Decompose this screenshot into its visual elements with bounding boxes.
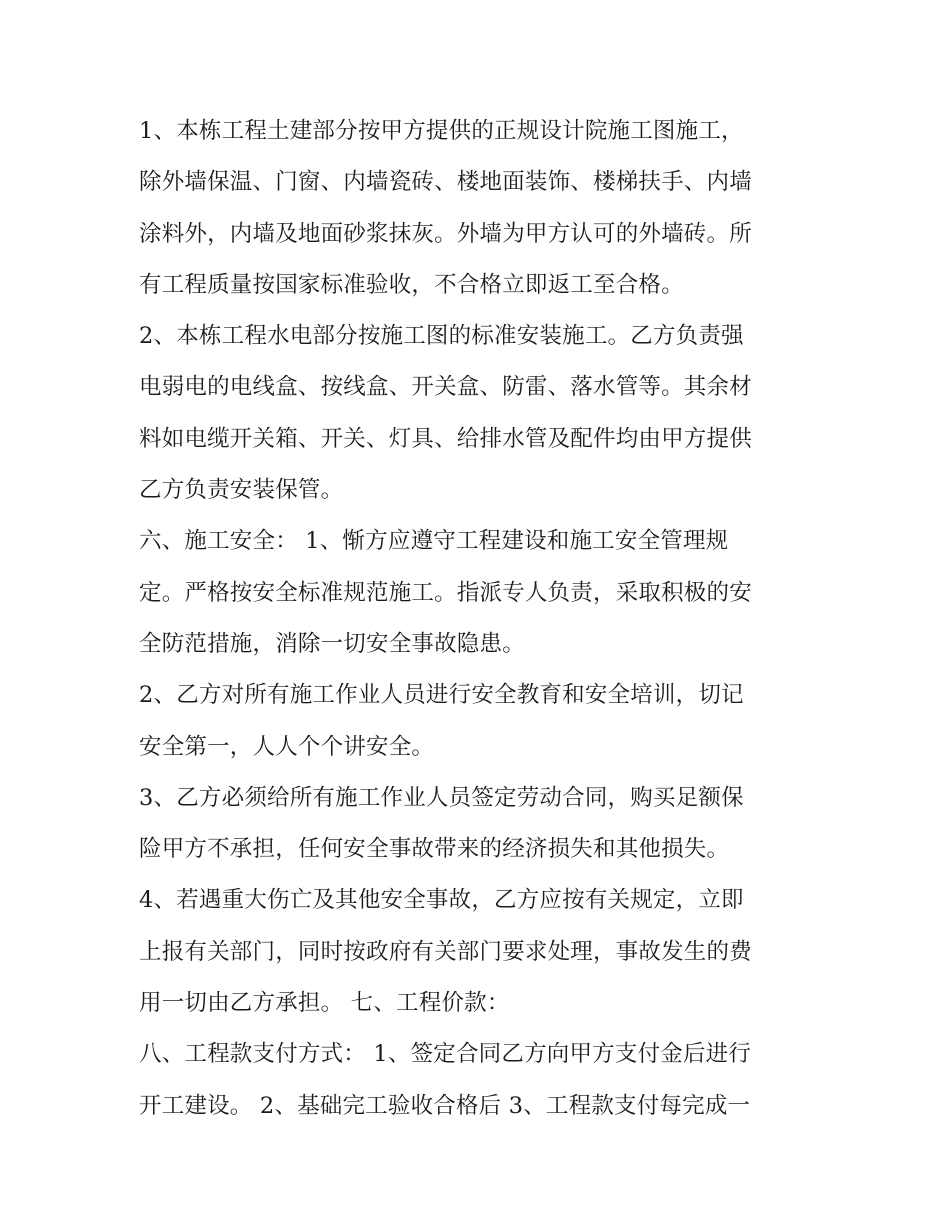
text-line: 料如电缆开关箱、开关、灯具、给排水管及配件均由甲方提供: [139, 425, 752, 452]
text-line: 电弱电的电线盒、按线盒、开关盒、防雷、落水管等。其余材: [139, 374, 752, 401]
text-line: 2、乙方对所有施工作业人员进行安全教育和安全培训，切记: [139, 682, 744, 709]
text-line: 八、工程款支付方式： 1、签定合同乙方向甲方支付金后进行: [139, 1041, 752, 1068]
text-line: 2、本栋工程水电部分按施工图的标准安装施工。乙方负责强: [139, 323, 744, 350]
text-line: 用一切由乙方承担。 七、工程价款：: [139, 990, 510, 1017]
text-line: 全防范措施，消除一切安全事故隐患。: [139, 630, 525, 657]
text-line: 安全第一，人人个个讲安全。: [139, 733, 435, 760]
text-line: 1、本栋工程土建部分按甲方提供的正规设计院施工图施工，: [139, 118, 744, 144]
text-line: 涂料外，内墙及地面砂浆抹灰。外墙为甲方认可的外墙砖。所: [139, 220, 752, 247]
text-line: 开工建设。 2、基础完工验收合格后 3、工程款支付每完成一: [139, 1092, 751, 1119]
text-line: 定。严格按安全标准规范施工。指派专人负责，采取积极的安: [139, 579, 752, 606]
text-line: 险甲方不承担，任何安全事故带来的经济损失和其他损失。: [139, 836, 730, 863]
text-line: 4、若遇重大伤亡及其他安全事故，乙方应按有关规定，立即: [139, 887, 744, 914]
text-line: 六、施工安全： 1、惭方应遵守工程建设和施工安全管理规: [139, 528, 729, 555]
text-line: 3、乙方必须给所有施工作业人员签定劳动合同，购买足额保: [139, 784, 744, 811]
text-line: 有工程质量按国家标准验收，不合格立即返工至合格。: [139, 271, 684, 298]
text-line: 上报有关部门，同时按政府有关部门要求处理，事故发生的费: [139, 938, 752, 965]
text-line: 乙方负责安装保管。: [139, 477, 344, 504]
text-line: 除外墙保温、门窗、内墙瓷砖、楼地面装饰、楼梯扶手、内墙: [139, 169, 752, 196]
document-body: [139, 106, 819, 1132]
